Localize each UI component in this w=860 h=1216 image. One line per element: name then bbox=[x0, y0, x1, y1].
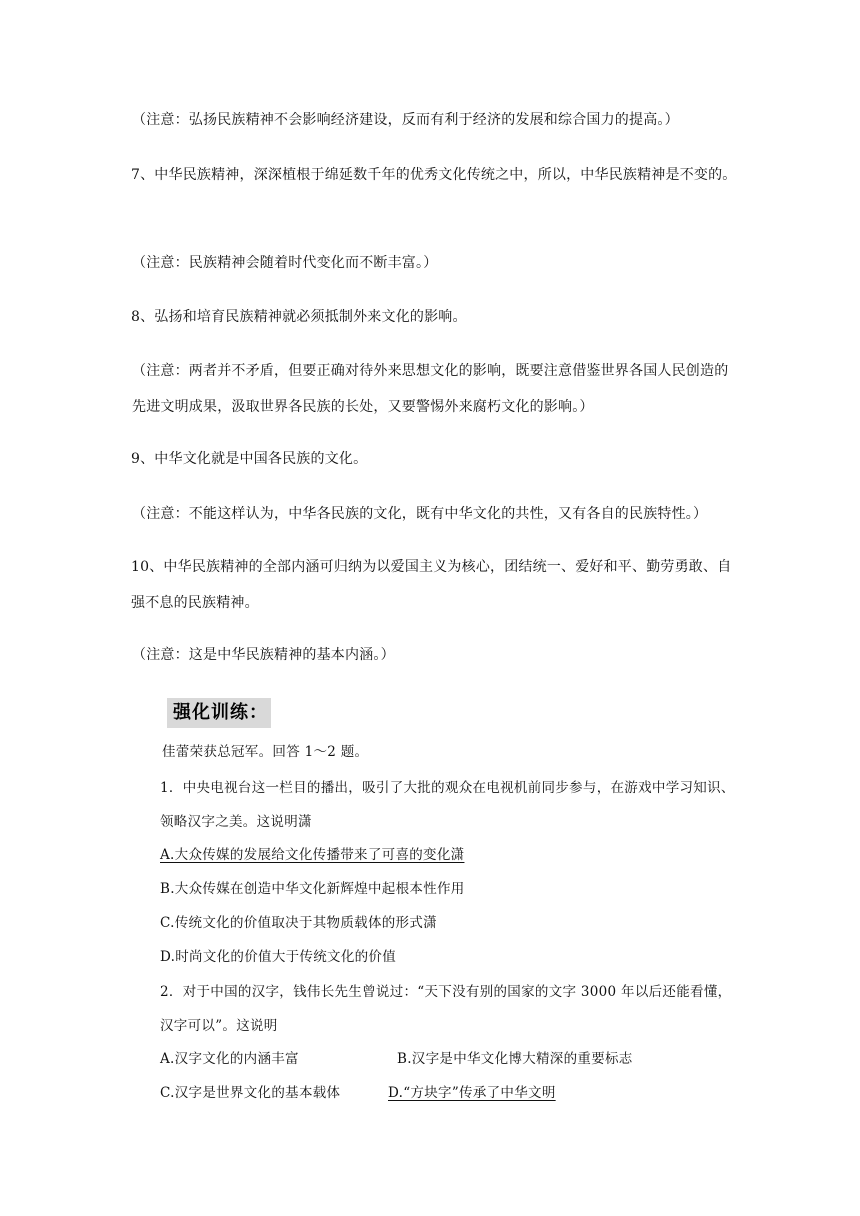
q2-option-c: C.汉字是世界文化的基本载体 bbox=[160, 1085, 341, 1101]
q2-option-d: D.“方块字”传承了中华文明 bbox=[388, 1085, 556, 1101]
q1-option-b: B.大众传媒在创造中华文化新辉煌中起根本性作用 bbox=[160, 881, 465, 897]
q2-stem: 2．对于中国的汉字，钱伟长先生曾说过：“天下没有别的国家的文字 3000 年以后还能看懂，汉字可以”。这说明 bbox=[160, 984, 732, 1034]
training-heading: 强化训练： bbox=[173, 702, 268, 723]
note-7: （注意：民族精神会随着时代变化而不断丰富。） bbox=[132, 255, 438, 271]
item-7: 7、中华民族精神，深深植根于绵延数千年的优秀文化传统之中，所以，中华民族精神是不变的。 bbox=[131, 167, 737, 183]
item-10: 10、中华民族精神的全部内涵可归纳为以爱国主义为核心，团结统一、爱好和平、勤劳勇敢、自强不息的民族精神。 bbox=[131, 559, 732, 611]
training-intro: 佳蕾荣获总冠军。回答 1～2 题。 bbox=[162, 744, 369, 760]
note-8: （注意：两者并不矛盾，但要正确对待外来思想文化的影响，既要注意借鉴世界各国人民创造的先进文明成果，汲取世界各民族的长处，又要警惕外来腐朽文化的影响。） bbox=[132, 363, 729, 415]
training-heading-box bbox=[167, 698, 271, 728]
q2-option-a: A.汉字文化的内涵丰富 bbox=[160, 1051, 299, 1067]
q1-option-a: A.大众传媒的发展给文化传播带来了可喜的变化潇 bbox=[160, 847, 465, 863]
q2-option-b: B.汉字是中华文化博大精深的重要标志 bbox=[397, 1051, 633, 1067]
q1-stem: 1．中央电视台这一栏目的播出，吸引了大批的观众在电视机前同步参与，在游戏中学习知识、领略汉字之美。这说明潇 bbox=[160, 780, 735, 830]
q1-option-d: D.时尚文化的价值大于传统文化的价值 bbox=[160, 949, 397, 965]
note-10: （注意：这是中华民族精神的基本内涵。） bbox=[132, 647, 395, 663]
q1-option-c: C.传统文化的价值取决于其物质载体的形式潇 bbox=[160, 915, 437, 931]
note-9: （注意：不能这样认为，中华各民族的文化，既有中华文化的共性，又有各自的民族特性。） bbox=[132, 506, 708, 522]
item-8: 8、弘扬和培育民族精神就必须抵制外来文化的影响。 bbox=[131, 309, 467, 325]
item-9: 9、中华文化就是中国各民族的文化。 bbox=[131, 451, 368, 467]
note-6: （注意：弘扬民族精神不会影响经济建设，反而有利于经济的发展和综合国力的提高。） bbox=[132, 112, 679, 128]
